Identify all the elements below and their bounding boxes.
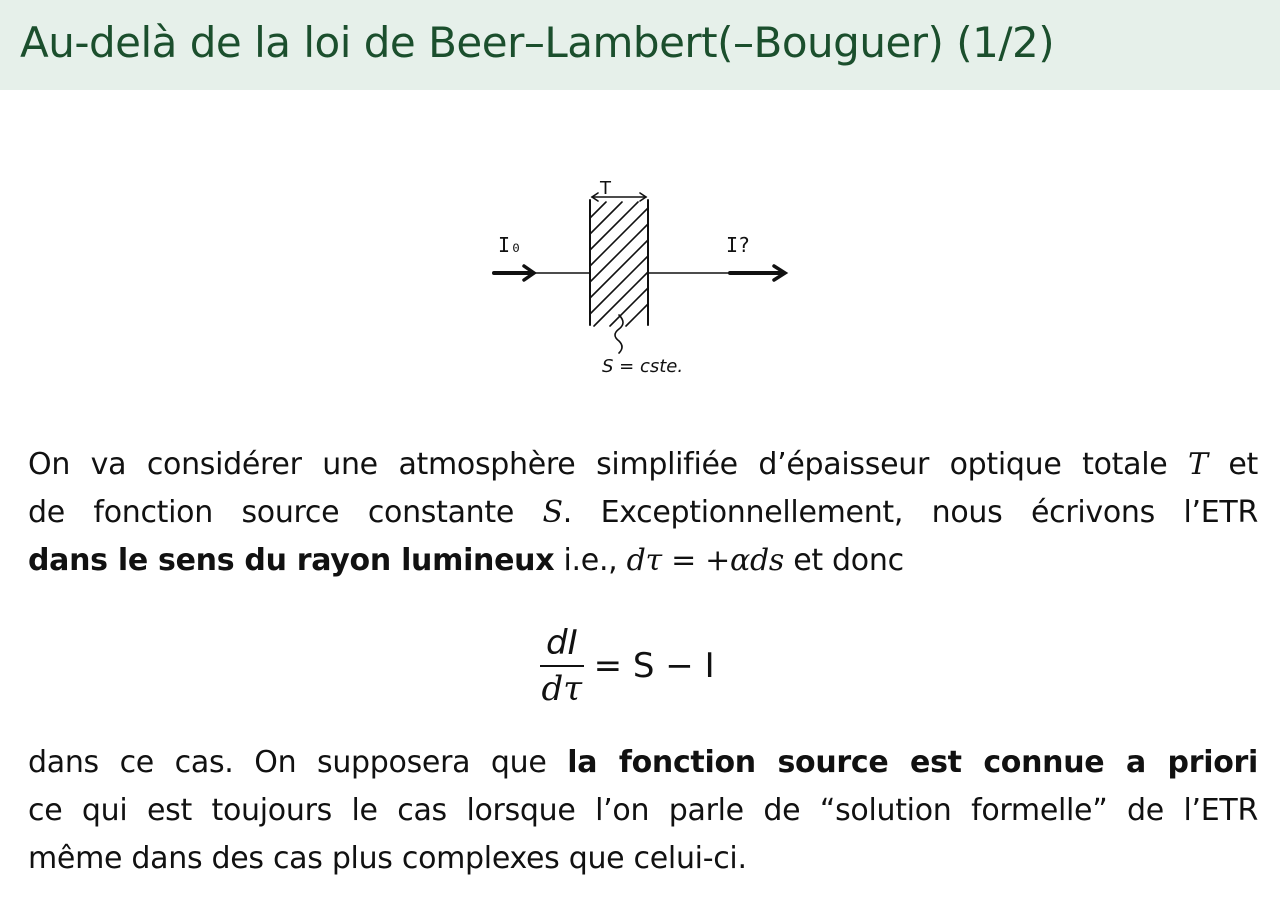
slide-title: Au-delà de la loi de Beer–Lambert(–Bouguer) (1/2) — [20, 18, 1055, 67]
slab-diagram — [480, 180, 800, 380]
emphasis-source-known: la fonction source est connue a priori — [567, 745, 1258, 780]
paragraph-intro-line-2: de fonction source constante S. Exceptionnellement, nous écrivons l’ETR — [28, 495, 1258, 530]
paragraph-conclusion-line-1: dans ce cas. On supposera que la fonction source est connue a priori — [28, 745, 1258, 780]
inline-math-dtau: dτ = +αds — [626, 543, 784, 578]
paragraph-conclusion-line-3: même dans des cas plus complexes que celui-ci. — [28, 841, 747, 876]
emphasis-ray-direction: dans le sens du rayon lumineux — [28, 543, 555, 578]
equation-denominator: dτ — [541, 669, 583, 709]
label-source: S = cste. — [602, 356, 684, 377]
paragraph-intro-line-3: dans le sens du rayon lumineux i.e., dτ = +αds et donc — [28, 543, 904, 578]
label-incident: I₀ — [498, 233, 523, 257]
slide-title-bar — [0, 0, 1280, 90]
label-transmitted: I? — [726, 233, 751, 257]
paragraph-intro — [28, 441, 1258, 585]
equation-rhs: = S − I — [593, 646, 715, 686]
equation-numerator: dI — [540, 623, 584, 667]
paragraph-intro-line-1: On va considérer une atmosphère simplifiée d’épaisseur optique totale T et — [28, 447, 1258, 482]
slab-hatching — [590, 202, 648, 326]
label-thickness: T — [600, 180, 611, 199]
equation-fraction — [540, 623, 584, 709]
paragraph-conclusion — [28, 739, 1258, 883]
paragraph-conclusion-line-2: ce qui est toujours le cas lorsque l’on parle de “solution formelle” de l’ETR — [28, 793, 1258, 828]
rte-equation — [540, 618, 715, 714]
